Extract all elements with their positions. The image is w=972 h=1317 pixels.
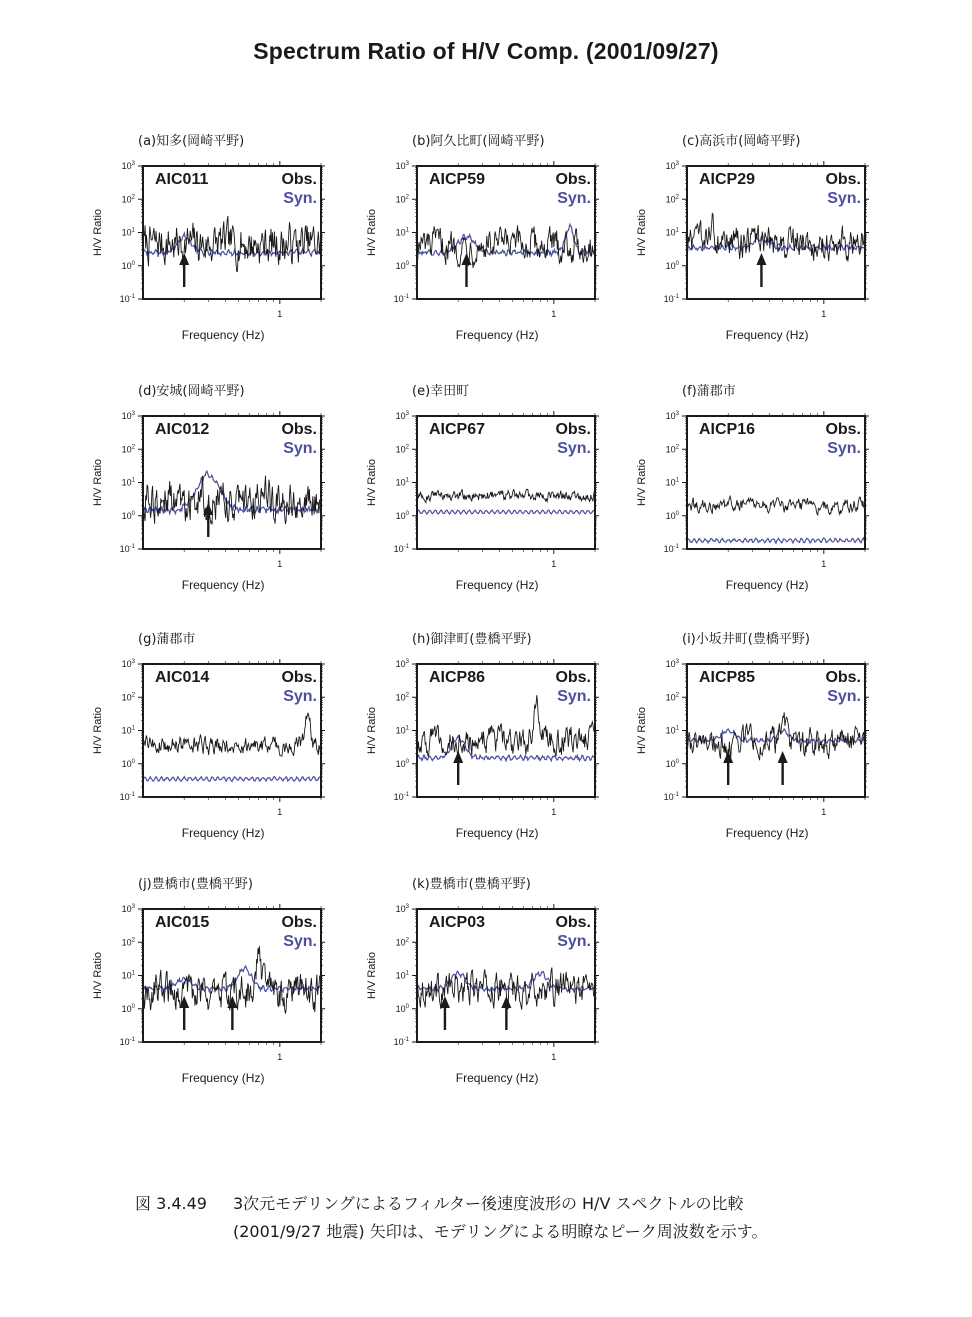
hv-panel (78, 873, 328, 1093)
peak-arrow (179, 996, 189, 1030)
station-label: AIC015 (155, 914, 210, 931)
legend-obs: Obs. (825, 171, 861, 188)
y-tick-label: $10^3$ (395, 659, 409, 669)
panel-label: (d)安城(岡崎平野) (138, 384, 245, 399)
y-tick-label: $10^3$ (121, 161, 135, 171)
y-tick-label: $10^{-1}$ (393, 294, 409, 304)
hv-chart (622, 646, 882, 846)
y-axis-label: H/V Ratio (366, 706, 378, 755)
arrow-head (179, 253, 189, 265)
panel-label: (j)豊橋市(豊橋平野) (138, 877, 253, 892)
y-tick-label: $10^1$ (121, 725, 135, 736)
obs-curve (417, 225, 595, 268)
peak-arrow (501, 996, 511, 1030)
y-tick-label: $10^1$ (395, 227, 409, 238)
y-tick-label: $10^1$ (395, 970, 409, 981)
station-label: AIC011 (155, 171, 209, 188)
peak-arrow (778, 751, 788, 785)
y-tick-label: $10^2$ (395, 194, 409, 205)
hv-chart (352, 891, 612, 1091)
arrow-head (453, 751, 463, 763)
peak-arrow (723, 751, 733, 785)
arrow-head (501, 996, 511, 1008)
y-tick-label: $10^0$ (665, 260, 679, 271)
y-tick-label: $10^2$ (665, 444, 679, 455)
legend-syn: Syn. (283, 440, 317, 457)
y-tick-label: $10^{-1}$ (119, 544, 135, 554)
y-tick-label: $10^{-1}$ (393, 1037, 409, 1047)
y-axis-label: H/V Ratio (636, 458, 648, 507)
y-tick-label: $10^0$ (665, 758, 679, 769)
legend-syn: Syn. (557, 688, 591, 705)
y-tick-label: $10^{-1}$ (119, 1037, 135, 1047)
panel-label: (a)知多(岡崎平野) (138, 134, 245, 149)
y-tick-label: $10^3$ (665, 411, 679, 421)
y-tick-label: $10^1$ (395, 477, 409, 488)
x-axis-label: Frequency (Hz) (725, 826, 809, 840)
legend-syn: Syn. (827, 190, 861, 207)
x-axis-label: Frequency (Hz) (455, 826, 539, 840)
hv-chart (78, 891, 338, 1091)
station-label: AICP59 (429, 171, 486, 188)
legend-syn: Syn. (557, 933, 591, 950)
station-label: AICP67 (429, 421, 486, 438)
x-axis-label: Frequency (Hz) (455, 328, 539, 342)
x-tick-label: 1 (277, 559, 283, 569)
legend-obs: Obs. (281, 171, 317, 188)
hv-panel (622, 380, 872, 600)
y-tick-label: $10^{-1}$ (393, 544, 409, 554)
arrow-head (756, 253, 766, 265)
legend-syn: Syn. (283, 190, 317, 207)
hv-panel (352, 873, 602, 1093)
legend-obs: Obs. (555, 669, 591, 686)
legend-obs: Obs. (555, 171, 591, 188)
syn-curve (687, 538, 865, 543)
station-label: AICP29 (699, 171, 756, 188)
hv-chart (78, 646, 338, 846)
syn-curve (417, 224, 595, 256)
hv-chart (78, 148, 338, 348)
arrow-head (723, 751, 733, 763)
y-tick-label: $10^2$ (665, 194, 679, 205)
y-tick-label: $10^2$ (395, 692, 409, 703)
y-tick-label: $10^3$ (395, 904, 409, 914)
x-axis-label: Frequency (Hz) (455, 1071, 539, 1085)
legend-obs: Obs. (825, 669, 861, 686)
y-tick-label: $10^{-1}$ (119, 294, 135, 304)
hv-panel (352, 628, 602, 848)
y-axis-label: H/V Ratio (92, 951, 104, 1000)
y-tick-label: $10^2$ (665, 692, 679, 703)
x-tick-label: 1 (277, 309, 283, 319)
x-tick-label: 1 (551, 807, 557, 817)
caption-text-1: 3次元モデリングによるフィルター後速度波形の H/V スペクトルの比較 (233, 1194, 744, 1213)
legend-obs: Obs. (555, 421, 591, 438)
caption-line-1 (135, 1190, 935, 1218)
legend-syn: Syn. (283, 688, 317, 705)
station-label: AICP85 (699, 669, 756, 686)
peak-arrow (179, 253, 189, 287)
arrow-head (778, 751, 788, 763)
caption-line-2: (2001/9/27 地震) 矢印は、モデリングによる明瞭なピーク周波数を示す。 (233, 1222, 768, 1241)
panel-label: (i)小坂井町(豊橋平野) (682, 632, 810, 647)
y-axis-label: H/V Ratio (636, 706, 648, 755)
y-tick-label: $10^0$ (121, 1003, 135, 1014)
legend-obs: Obs. (281, 669, 317, 686)
hv-chart (352, 398, 612, 598)
panel-label: (g)蒲郡市 (138, 632, 196, 647)
caption-number: 図 3.4.49 (135, 1194, 207, 1213)
hv-panel (622, 628, 872, 848)
y-axis-label: H/V Ratio (366, 951, 378, 1000)
y-tick-label: $10^3$ (395, 161, 409, 171)
panel-label: (f)蒲郡市 (682, 384, 736, 399)
hv-panel (78, 130, 328, 350)
x-tick-label: 1 (277, 807, 283, 817)
legend-obs: Obs. (281, 914, 317, 931)
y-tick-label: $10^2$ (121, 937, 135, 948)
obs-curve (143, 713, 321, 756)
y-tick-label: $10^{-1}$ (393, 792, 409, 802)
y-tick-label: $10^1$ (665, 477, 679, 488)
panel-label: (b)阿久比町(岡崎平野) (412, 134, 545, 149)
panel-label: (h)御津町(豊橋平野) (412, 632, 532, 647)
x-tick-label: 1 (821, 559, 827, 569)
legend-obs: Obs. (281, 421, 317, 438)
y-tick-label: $10^3$ (665, 161, 679, 171)
legend-obs: Obs. (555, 914, 591, 931)
x-tick-label: 1 (551, 559, 557, 569)
y-tick-label: $10^3$ (665, 659, 679, 669)
station-label: AIC014 (155, 669, 210, 686)
y-tick-label: $10^0$ (665, 510, 679, 521)
arrow-head (179, 996, 189, 1008)
y-tick-label: $10^3$ (121, 411, 135, 421)
y-tick-label: $10^1$ (121, 970, 135, 981)
figure-caption (135, 1190, 935, 1246)
y-tick-label: $10^0$ (121, 758, 135, 769)
y-tick-label: $10^{-1}$ (663, 294, 679, 304)
y-axis-label: H/V Ratio (92, 706, 104, 755)
hv-chart (352, 148, 612, 348)
y-tick-label: $10^2$ (395, 444, 409, 455)
obs-curve (143, 216, 321, 272)
panel-label: (c)高浜市(岡崎平野) (682, 134, 801, 149)
legend-syn: Syn. (827, 440, 861, 457)
y-tick-label: $10^2$ (121, 444, 135, 455)
obs-curve (687, 214, 865, 262)
y-tick-label: $10^3$ (395, 411, 409, 421)
y-tick-label: $10^0$ (121, 510, 135, 521)
x-axis-label: Frequency (Hz) (181, 826, 265, 840)
hv-panel (352, 130, 602, 350)
y-axis-label: H/V Ratio (636, 208, 648, 257)
syn-curve (143, 777, 321, 782)
y-tick-label: $10^0$ (395, 260, 409, 271)
peak-arrow (453, 751, 463, 785)
y-tick-label: $10^1$ (665, 227, 679, 238)
legend-syn: Syn. (557, 190, 591, 207)
y-tick-label: $10^2$ (121, 692, 135, 703)
x-tick-label: 1 (821, 807, 827, 817)
x-tick-label: 1 (821, 309, 827, 319)
station-label: AICP03 (429, 914, 486, 931)
y-tick-label: $10^2$ (121, 194, 135, 205)
y-tick-label: $10^{-1}$ (119, 792, 135, 802)
obs-curve (143, 476, 321, 525)
x-axis-label: Frequency (Hz) (725, 578, 809, 592)
y-axis-label: H/V Ratio (366, 458, 378, 507)
x-axis-label: Frequency (Hz) (725, 328, 809, 342)
x-axis-label: Frequency (Hz) (455, 578, 539, 592)
y-tick-label: $10^1$ (121, 477, 135, 488)
hv-chart (352, 646, 612, 846)
legend-obs: Obs. (825, 421, 861, 438)
y-tick-label: $10^3$ (121, 904, 135, 914)
hv-panel (352, 380, 602, 600)
legend-syn: Syn. (283, 933, 317, 950)
hv-panel (78, 380, 328, 600)
y-tick-label: $10^1$ (121, 227, 135, 238)
y-tick-label: $10^0$ (395, 758, 409, 769)
page-title: Spectrum Ratio of H/V Comp. (2001/09/27) (253, 38, 719, 64)
y-tick-label: $10^0$ (121, 260, 135, 271)
hv-panel (622, 130, 872, 350)
obs-curve (687, 496, 865, 515)
y-tick-label: $10^2$ (395, 937, 409, 948)
x-axis-label: Frequency (Hz) (181, 328, 265, 342)
hv-panel (78, 628, 328, 848)
station-label: AIC012 (155, 421, 210, 438)
x-axis-label: Frequency (Hz) (181, 1071, 265, 1085)
y-tick-label: $10^1$ (665, 725, 679, 736)
y-tick-label: $10^0$ (395, 510, 409, 521)
peak-arrow (756, 253, 766, 287)
peak-arrow (461, 253, 471, 287)
panel-label: (k)豊橋市(豊橋平野) (412, 877, 531, 892)
x-tick-label: 1 (551, 309, 557, 319)
syn-curve (417, 510, 595, 514)
y-tick-label: $10^{-1}$ (663, 544, 679, 554)
y-tick-label: $10^{-1}$ (663, 792, 679, 802)
peak-arrow (203, 503, 213, 537)
station-label: AICP86 (429, 669, 486, 686)
y-axis-label: H/V Ratio (366, 208, 378, 257)
hv-chart (622, 398, 882, 598)
y-axis-label: H/V Ratio (92, 208, 104, 257)
y-tick-label: $10^0$ (395, 1003, 409, 1014)
y-tick-label: $10^1$ (395, 725, 409, 736)
y-tick-label: $10^3$ (121, 659, 135, 669)
hv-chart (78, 398, 338, 598)
legend-syn: Syn. (557, 440, 591, 457)
hv-chart (622, 148, 882, 348)
y-axis-label: H/V Ratio (92, 458, 104, 507)
x-tick-label: 1 (277, 1052, 283, 1062)
obs-curve (417, 489, 595, 503)
panel-label: (e)幸田町 (412, 384, 470, 399)
x-axis-label: Frequency (Hz) (181, 578, 265, 592)
x-tick-label: 1 (551, 1052, 557, 1062)
station-label: AICP16 (699, 421, 756, 438)
legend-syn: Syn. (827, 688, 861, 705)
